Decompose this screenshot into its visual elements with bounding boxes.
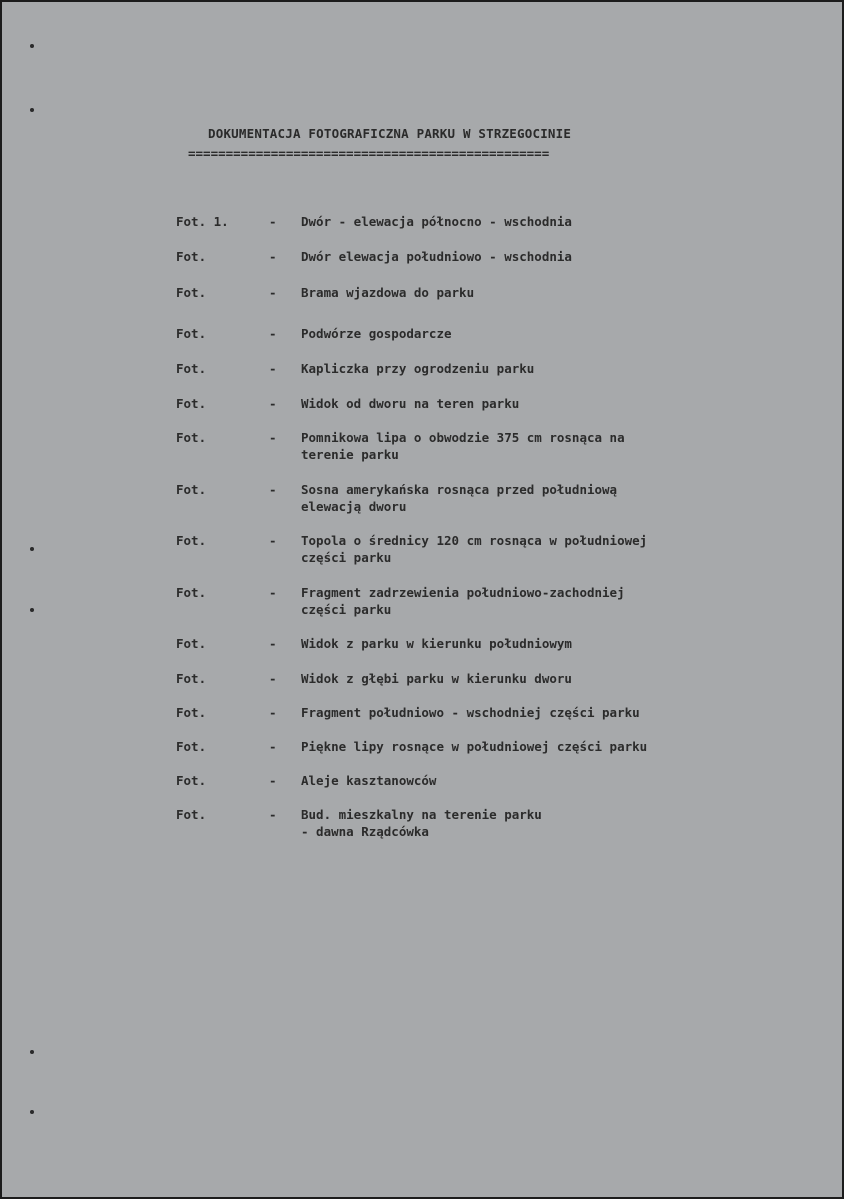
dash: - [269, 671, 277, 686]
photo-description: Widok z głębi parku w kierunku dworu [301, 671, 572, 686]
photo-label: Fot. [176, 361, 207, 376]
document-title: DOKUMENTACJA FOTOGRAFICZNA PARKU W STRZEGOCINIE [208, 126, 572, 141]
dash: - [269, 430, 277, 445]
punch-hole-mark [30, 1050, 34, 1054]
dash: - [269, 773, 277, 788]
photo-label: Fot. [176, 585, 207, 600]
photo-description: Podwórze gospodarcze [301, 326, 452, 341]
photo-description: Sosna amerykańska rosnąca przed południową elewacją dworu [301, 482, 618, 514]
punch-hole-mark [30, 547, 34, 551]
dash: - [269, 705, 277, 720]
photo-description: Dwór elewacja południowo - wschodnia [301, 249, 572, 264]
photo-description: Dwór - elewacja północno - wschodnia [301, 214, 572, 229]
photo-description: Aleje kasztanowców [301, 773, 437, 788]
photo-label: Fot. [176, 671, 207, 686]
dash: - [269, 249, 277, 264]
dash: - [269, 533, 277, 548]
dash: - [269, 739, 277, 754]
photo-label: Fot. [176, 430, 207, 445]
photo-label: Fot. [176, 326, 207, 341]
punch-hole-mark [30, 608, 34, 612]
photo-description: Widok z parku w kierunku południowym [301, 636, 572, 651]
dash: - [269, 361, 277, 376]
photo-description: Pomnikowa lipa o obwodzie 375 cm rosnąca na terenie parku [301, 430, 625, 462]
dash: - [269, 807, 277, 822]
photo-label: Fot. [176, 249, 207, 264]
photo-label: Fot. [176, 773, 207, 788]
photo-label: Fot. [176, 636, 207, 651]
punch-hole-mark [30, 44, 34, 48]
title-underline: ================================================ [188, 146, 550, 161]
photo-label: Fot. [176, 705, 207, 720]
photo-description: Brama wjazdowa do parku [301, 285, 475, 300]
dash: - [269, 326, 277, 341]
photo-description: Topola o średnicy 120 cm rosnąca w południowej części parku [301, 533, 648, 565]
photo-label: Fot. 1. [176, 214, 229, 229]
dash: - [269, 285, 277, 300]
photo-label: Fot. [176, 482, 207, 497]
dash: - [269, 636, 277, 651]
dash: - [269, 396, 277, 411]
photo-label: Fot. [176, 533, 207, 548]
photo-label: Fot. [176, 807, 207, 822]
photo-description: Piękne lipy rosnące w południowej części parku [301, 739, 648, 754]
punch-hole-mark [30, 1110, 34, 1114]
photo-description: Fragment południowo - wschodniej części parku [301, 705, 640, 720]
photo-description: Fragment zadrzewienia południowo-zachodniej części parku [301, 585, 625, 617]
photo-label: Fot. [176, 285, 207, 300]
dash: - [269, 214, 277, 229]
dash: - [269, 585, 277, 600]
photo-description: Kapliczka przy ogrodzeniu parku [301, 361, 535, 376]
dash: - [269, 482, 277, 497]
photo-label: Fot. [176, 396, 207, 411]
photo-description: Widok od dworu na teren parku [301, 396, 520, 411]
punch-hole-mark [30, 108, 34, 112]
photo-label: Fot. [176, 739, 207, 754]
photo-description: Bud. mieszkalny na terenie parku - dawna Rządcówka [301, 807, 542, 839]
